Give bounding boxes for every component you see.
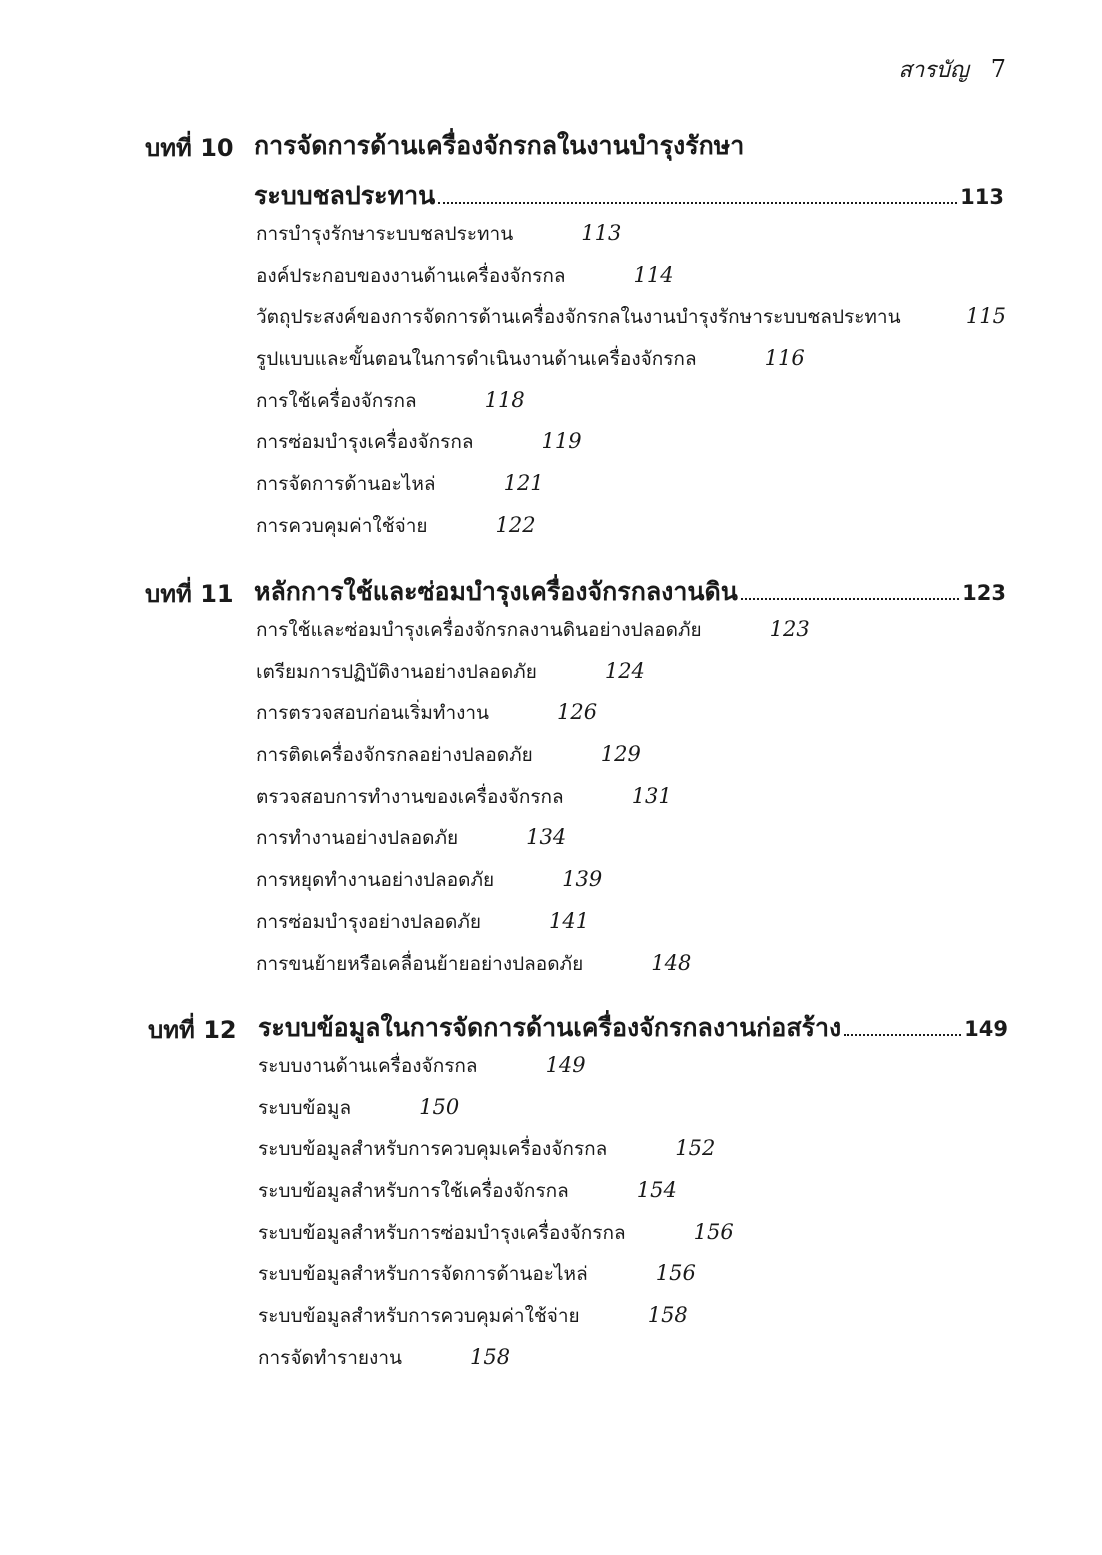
entry-title: การจัดทำรายงาน xyxy=(258,1346,402,1369)
entry-page: 156 xyxy=(693,1219,734,1244)
toc-entry[interactable] xyxy=(256,344,1006,386)
entry-page: 119 xyxy=(541,429,582,454)
toc-entry[interactable] xyxy=(256,511,1006,553)
toc-entry[interactable] xyxy=(256,823,1006,865)
toc-entry[interactable] xyxy=(258,1301,1008,1343)
toc-entry[interactable] xyxy=(256,261,1006,303)
toc-entry[interactable] xyxy=(256,469,1006,511)
entry-title: ระบบข้อมูล xyxy=(258,1096,352,1119)
entry-page: 158 xyxy=(647,1303,688,1328)
entry-page: 129 xyxy=(600,742,641,767)
toc-entry[interactable] xyxy=(256,740,1006,782)
entry-page: 114 xyxy=(633,262,674,287)
dot-leader xyxy=(741,597,959,600)
entry-page: 131 xyxy=(631,783,672,808)
entry-title: การทำงานอย่างปลอดภัย xyxy=(256,827,459,850)
entry-title: การขนย้ายหรือเคลื่อนย้ายอย่างปลอดภัย xyxy=(256,952,584,975)
chapter-title-row xyxy=(254,572,1006,612)
entry-title: การซ่อมบำรุงเครื่องจักรกล xyxy=(256,431,474,454)
entry-title: ระบบข้อมูลสำหรับการควบคุมค่าใช้จ่าย xyxy=(258,1305,580,1328)
entry-page: 150 xyxy=(419,1094,460,1119)
entry-title: ระบบข้อมูลสำหรับการซ่อมบำรุงเครื่องจักรกล xyxy=(258,1221,626,1244)
toc-entry[interactable] xyxy=(258,1093,1008,1135)
entry-page: 118 xyxy=(484,387,525,412)
entry-page: 123 xyxy=(769,617,810,641)
toc-entry[interactable] xyxy=(256,427,1006,469)
entry-title: ระบบงานด้านเครื่องจักรกล xyxy=(258,1055,478,1077)
entry-page: 122 xyxy=(495,512,536,537)
entry-title: เตรียมการปฏิบัติงานอย่างปลอดภัย xyxy=(256,660,537,683)
entry-list xyxy=(256,219,1006,553)
dot-leader xyxy=(844,1033,961,1036)
chapter-page: 113 xyxy=(960,185,1004,209)
entry-page: 156 xyxy=(655,1261,696,1286)
entry-list xyxy=(258,1051,1008,1385)
entry-page: 134 xyxy=(526,825,567,850)
toc-entry[interactable] xyxy=(256,219,1006,261)
chapter-title: ระบบข้อมูลในการจัดการด้านเครื่องจักรกลงานก่อสร้าง xyxy=(258,1013,842,1042)
entry-title: การตรวจสอบก่อนเริ่มทำงาน xyxy=(256,702,490,725)
running-head-title: สารบัญ xyxy=(898,58,969,83)
entry-page: 124 xyxy=(604,658,645,683)
page-number: 7 xyxy=(990,55,1006,83)
entry-title: ระบบข้อมูลสำหรับการควบคุมเครื่องจักรกล xyxy=(258,1138,608,1161)
chapter-label: บทที่ 12 xyxy=(148,1016,237,1044)
toc-entry[interactable] xyxy=(256,782,1006,824)
entry-title: องค์ประกอบของงานด้านเครื่องจักรกล xyxy=(256,264,566,287)
chapter-page: 123 xyxy=(962,581,1006,605)
toc-entry[interactable] xyxy=(258,1259,1008,1301)
entry-title: การควบคุมค่าใช้จ่าย xyxy=(256,514,428,537)
entry-page: 113 xyxy=(581,221,622,245)
entry-page: 139 xyxy=(562,867,603,892)
entry-title: ระบบข้อมูลสำหรับการจัดการด้านอะไหล่ xyxy=(258,1263,588,1286)
toc-entry[interactable] xyxy=(256,657,1006,699)
entry-title: การใช้เครื่องจักรกล xyxy=(256,389,417,412)
chapter-title: หลักการใช้และซ่อมบำรุงเครื่องจักรกลงานดิน xyxy=(254,577,738,606)
entry-page: 158 xyxy=(469,1344,511,1369)
entry-page: 152 xyxy=(675,1136,716,1161)
chapter-title-row xyxy=(258,1008,1008,1048)
chapter-title-continued: ระบบชลประทาน xyxy=(254,181,436,210)
chapter-page: 149 xyxy=(964,1017,1008,1041)
entry-page: 141 xyxy=(549,908,590,933)
entry-page: 154 xyxy=(636,1178,677,1203)
entry-title: ระบบข้อมูลสำหรับการใช้เครื่องจักรกล xyxy=(258,1180,569,1203)
toc-entry[interactable] xyxy=(256,907,1006,949)
entry-page: 121 xyxy=(503,471,544,496)
running-head xyxy=(898,52,1006,87)
entry-title: การใช้และซ่อมบำรุงเครื่องจักรกลงานดินอย่างปลอดภัย xyxy=(256,619,702,641)
toc-entry[interactable] xyxy=(256,865,1006,907)
chapter-title-row xyxy=(254,176,1004,216)
toc-entry[interactable] xyxy=(256,302,1006,344)
entry-title: การบำรุงรักษาระบบชลประทาน xyxy=(256,223,514,245)
toc-entry[interactable] xyxy=(256,698,1006,740)
chapter-label: บทที่ 11 xyxy=(145,580,234,608)
toc-entry[interactable] xyxy=(256,615,1006,657)
entry-list xyxy=(256,615,1006,990)
entry-page: 149 xyxy=(545,1053,586,1077)
entry-title: วัตถุประสงค์ของการจัดการด้านเครื่องจักรกลในงานบำรุงรักษาระบบชลประทาน xyxy=(256,306,901,329)
dot-leader xyxy=(438,201,957,204)
entry-title: รูปแบบและขั้นตอนในการดำเนินงานด้านเครื่องจักรกล xyxy=(256,348,697,371)
entry-page: 115 xyxy=(965,304,1006,329)
chapter-label: บทที่ 10 xyxy=(145,134,234,162)
toc-entry[interactable] xyxy=(258,1134,1008,1176)
toc-entry[interactable] xyxy=(258,1343,1008,1385)
toc-entry[interactable] xyxy=(258,1051,1008,1093)
entry-title: การติดเครื่องจักรกลอย่างปลอดภัย xyxy=(256,744,533,767)
entry-title: การจัดการด้านอะไหล่ xyxy=(256,473,436,496)
entry-title: การซ่อมบำรุงอย่างปลอดภัย xyxy=(256,910,482,933)
chapter-title: การจัดการด้านเครื่องจักรกลในงานบำรุงรักษา xyxy=(254,131,745,160)
entry-title: การหยุดทำงานอย่างปลอดภัย xyxy=(256,869,495,892)
toc-entry[interactable] xyxy=(256,386,1006,428)
entry-page: 116 xyxy=(764,346,805,371)
toc-entry[interactable] xyxy=(256,949,1006,991)
entry-page: 148 xyxy=(651,950,692,975)
toc-entry[interactable] xyxy=(258,1176,1008,1218)
toc-entry[interactable] xyxy=(258,1218,1008,1260)
entry-page: 126 xyxy=(557,700,598,725)
entry-title: ตรวจสอบการทำงานของเครื่องจักรกล xyxy=(256,785,564,808)
